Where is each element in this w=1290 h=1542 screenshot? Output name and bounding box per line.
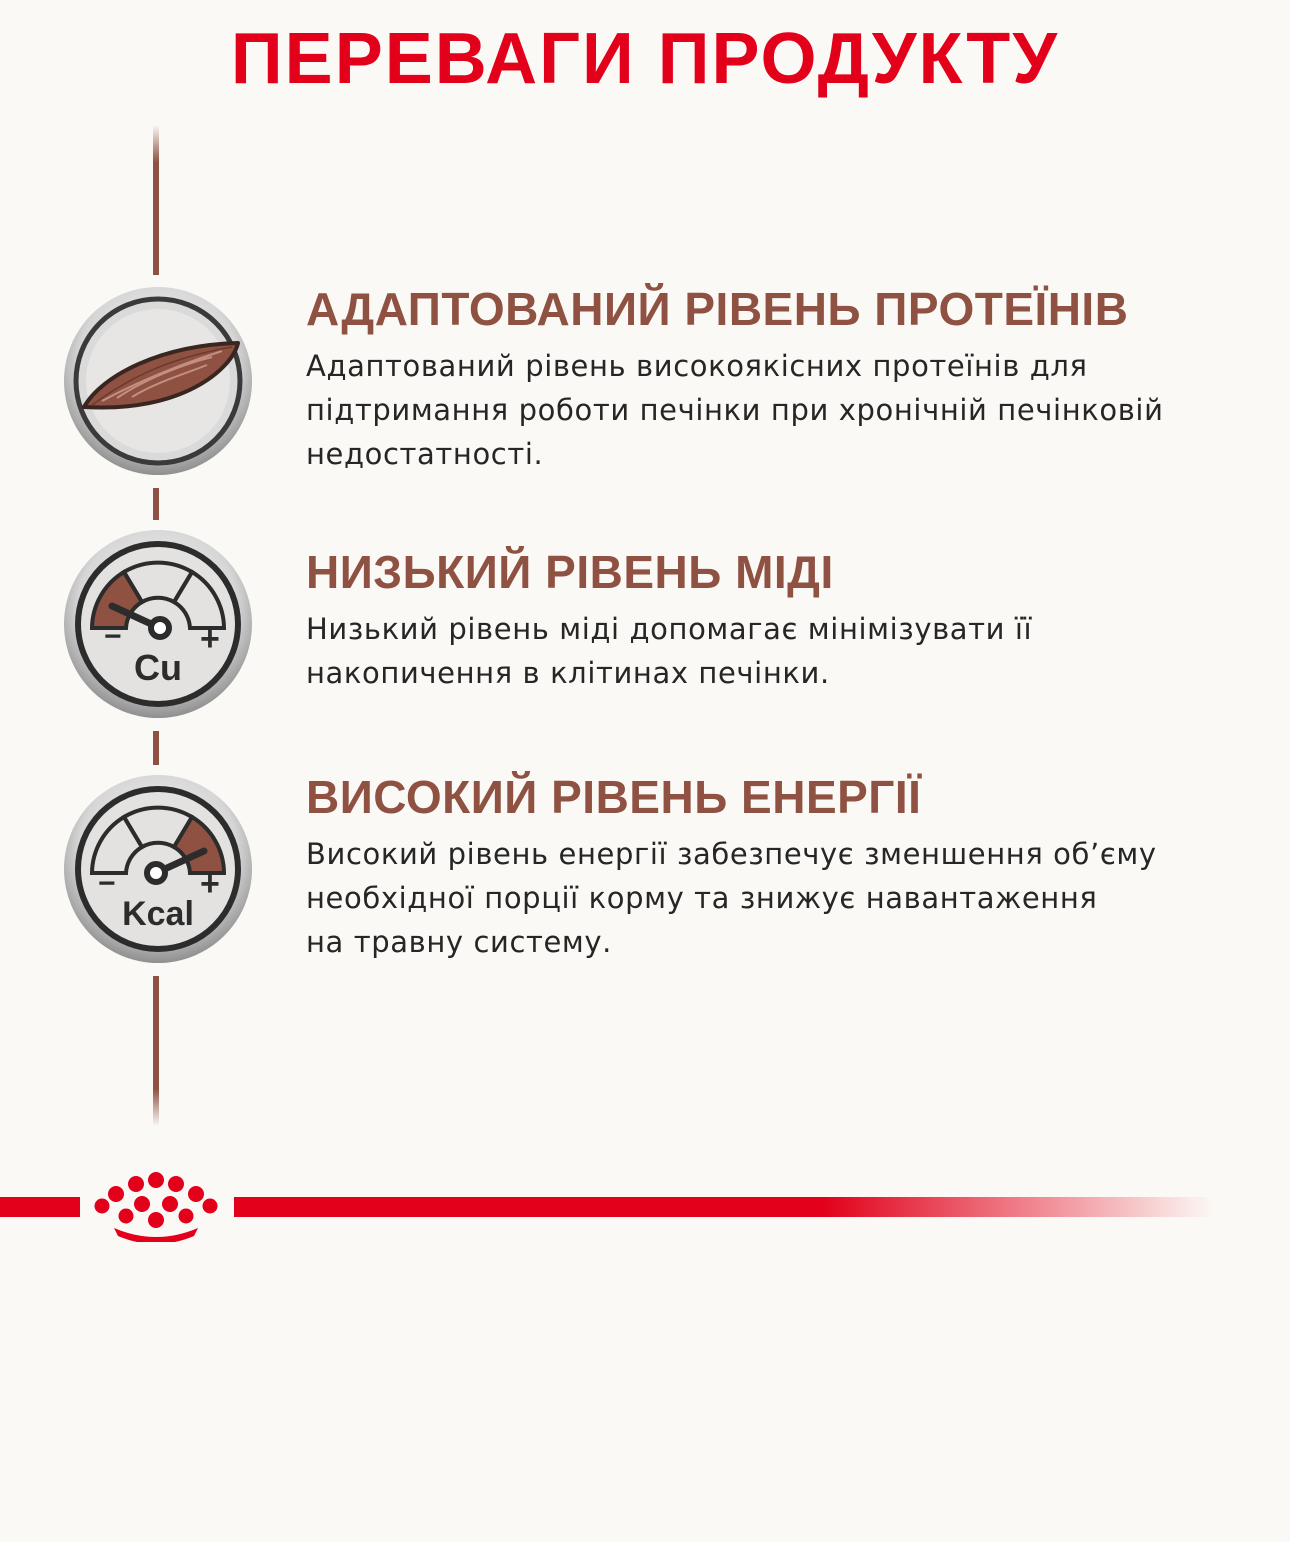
timeline-line: [153, 731, 159, 765]
gauge-label-cu: Cu: [134, 647, 182, 688]
meat-protein-icon: [62, 285, 254, 477]
page-title: ПЕРЕВАГИ ПРОДУКТУ: [230, 19, 1060, 99]
timeline-line: [153, 976, 159, 1126]
crown-logo-icon: [90, 1170, 222, 1242]
svg-text:−: −: [104, 620, 122, 653]
benefit-heading: НИЗЬКИЙ РІВЕНЬ МІДІ: [306, 546, 834, 598]
benefit-text: Низький рівень міді допомагає мінімізувати її накопичення в клітинах печінки.: [306, 612, 1033, 690]
benefit-energy: [306, 770, 1246, 964]
copper-gauge-icon: [62, 528, 254, 720]
benefit-copper: [306, 545, 1246, 695]
benefit-heading: ВИСОКИЙ РІВЕНЬ ЕНЕРГІЇ: [306, 771, 922, 823]
footer-line-right: [234, 1197, 1214, 1217]
gauge-label-kcal: Kcal: [122, 895, 194, 933]
benefit-text: Високий рівень енергії забезпечує зменшення об’єму необхідної порції корму та знижує навантаження на травну систему.: [306, 837, 1157, 959]
benefit-protein: [306, 282, 1246, 476]
timeline-line: [153, 488, 159, 520]
footer-line-left: [0, 1197, 80, 1217]
energy-gauge-icon: [62, 773, 254, 965]
benefit-heading: АДАПТОВАНИЙ РІВЕНЬ ПРОТЕЇНІВ: [306, 283, 1129, 335]
svg-text:+: +: [200, 865, 220, 903]
timeline-line: [153, 125, 159, 275]
svg-text:−: −: [98, 867, 116, 900]
benefit-text: Адаптований рівень високоякісних протеїнів для підтримання роботи печінки при хронічній печінковій недостатності.: [306, 349, 1164, 471]
svg-text:+: +: [200, 620, 220, 658]
